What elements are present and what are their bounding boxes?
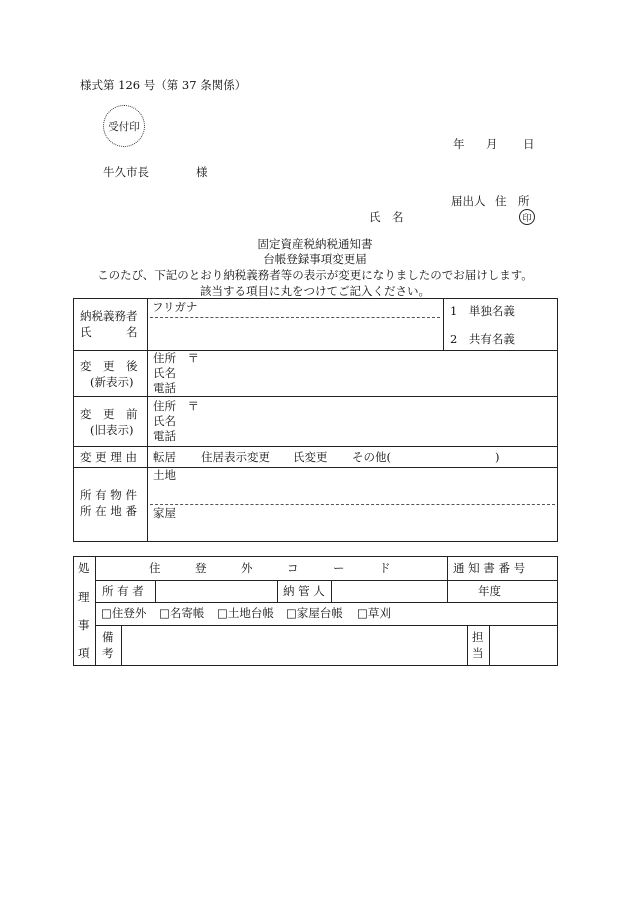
title-line1: 固定資産税納税通知書	[257, 237, 373, 251]
name-label: 氏 名	[369, 210, 404, 224]
applicant-label: 届出人	[451, 194, 486, 208]
land-label[interactable]: 土地	[153, 468, 176, 482]
fiscal-year-label: 年度	[478, 584, 501, 598]
after-address[interactable]: 住所 〒	[153, 351, 199, 365]
side-char-4: 項	[78, 646, 90, 660]
manager-label: 納 管 人	[283, 584, 325, 598]
date-day: 日	[523, 137, 535, 151]
reception-stamp	[103, 105, 145, 147]
taxpayer-name-label: 氏 名	[80, 325, 138, 339]
property-location-label: 所 在 地 番	[80, 504, 137, 518]
reason-other-close: )	[495, 450, 500, 464]
address-label: 住 所	[495, 194, 530, 208]
option-sole[interactable]: 1 単独名義	[450, 304, 515, 318]
after-name[interactable]: 氏名	[153, 366, 176, 380]
owner-label: 所 有 者	[102, 584, 144, 598]
check-land-register[interactable]: □土地台帳	[217, 606, 274, 620]
before-label: 変 更 前	[80, 407, 138, 421]
before-sub: (旧表示)	[90, 423, 134, 437]
seal-text: 印	[522, 213, 532, 224]
after-label: 変 更 後	[80, 359, 138, 373]
after-phone[interactable]: 電話	[153, 381, 176, 395]
form-number: 様式第 126 号（第 37 条関係）	[80, 78, 247, 92]
intro-line1: このたび、下記のとおり納税義務者等の表示が変更になりましたのでお届けします。	[97, 268, 533, 282]
side-char-1: 処	[78, 561, 90, 575]
reason-other[interactable]: その他(	[352, 450, 391, 464]
taxpayer-label: 納税義務者	[80, 309, 138, 323]
check-mowing[interactable]: □草刈	[357, 606, 391, 620]
side-char-3: 事	[78, 618, 90, 632]
intro-line2: 該当する項目に丸をつけてご記入ください。	[200, 284, 430, 298]
honorific: 様	[196, 165, 208, 179]
property-label: 所 有 物 件	[80, 488, 137, 502]
date-month: 月	[486, 137, 498, 151]
check-resident[interactable]: □住登外	[101, 606, 147, 620]
title-line2: 台帳登録事項変更届	[263, 252, 367, 266]
option-joint[interactable]: 2 共有名義	[450, 332, 515, 346]
remarks-char-2: 考	[102, 646, 114, 660]
check-house-register[interactable]: □家屋台帳	[286, 606, 343, 620]
reason-name-change[interactable]: 氏変更	[293, 450, 328, 464]
date-year: 年	[453, 137, 465, 151]
furigana-label: フリガナ	[152, 300, 198, 314]
reason-address-display[interactable]: 住居表示変更	[201, 450, 270, 464]
stamp-label: 受付印	[108, 120, 140, 133]
after-sub: (新表示)	[90, 375, 134, 389]
remarks-char-1: 備	[102, 630, 114, 644]
code-header: 住 登 外 コ ー ド	[149, 561, 391, 575]
seal-mark	[519, 209, 535, 225]
before-name[interactable]: 氏名	[153, 414, 176, 428]
before-phone[interactable]: 電話	[153, 429, 176, 443]
side-char-2: 理	[78, 590, 90, 604]
notice-number-header: 通 知 書 番 号	[453, 561, 526, 575]
addressee: 牛久市長	[103, 165, 149, 179]
reason-label: 変 更 理 由	[80, 450, 137, 464]
check-name-register[interactable]: □名寄帳	[159, 606, 205, 620]
charge-char-1: 担	[472, 630, 484, 644]
before-address[interactable]: 住所 〒	[153, 399, 199, 413]
charge-char-2: 当	[472, 646, 484, 660]
building-label[interactable]: 家屋	[153, 506, 176, 520]
reason-move[interactable]: 転居	[153, 450, 176, 464]
